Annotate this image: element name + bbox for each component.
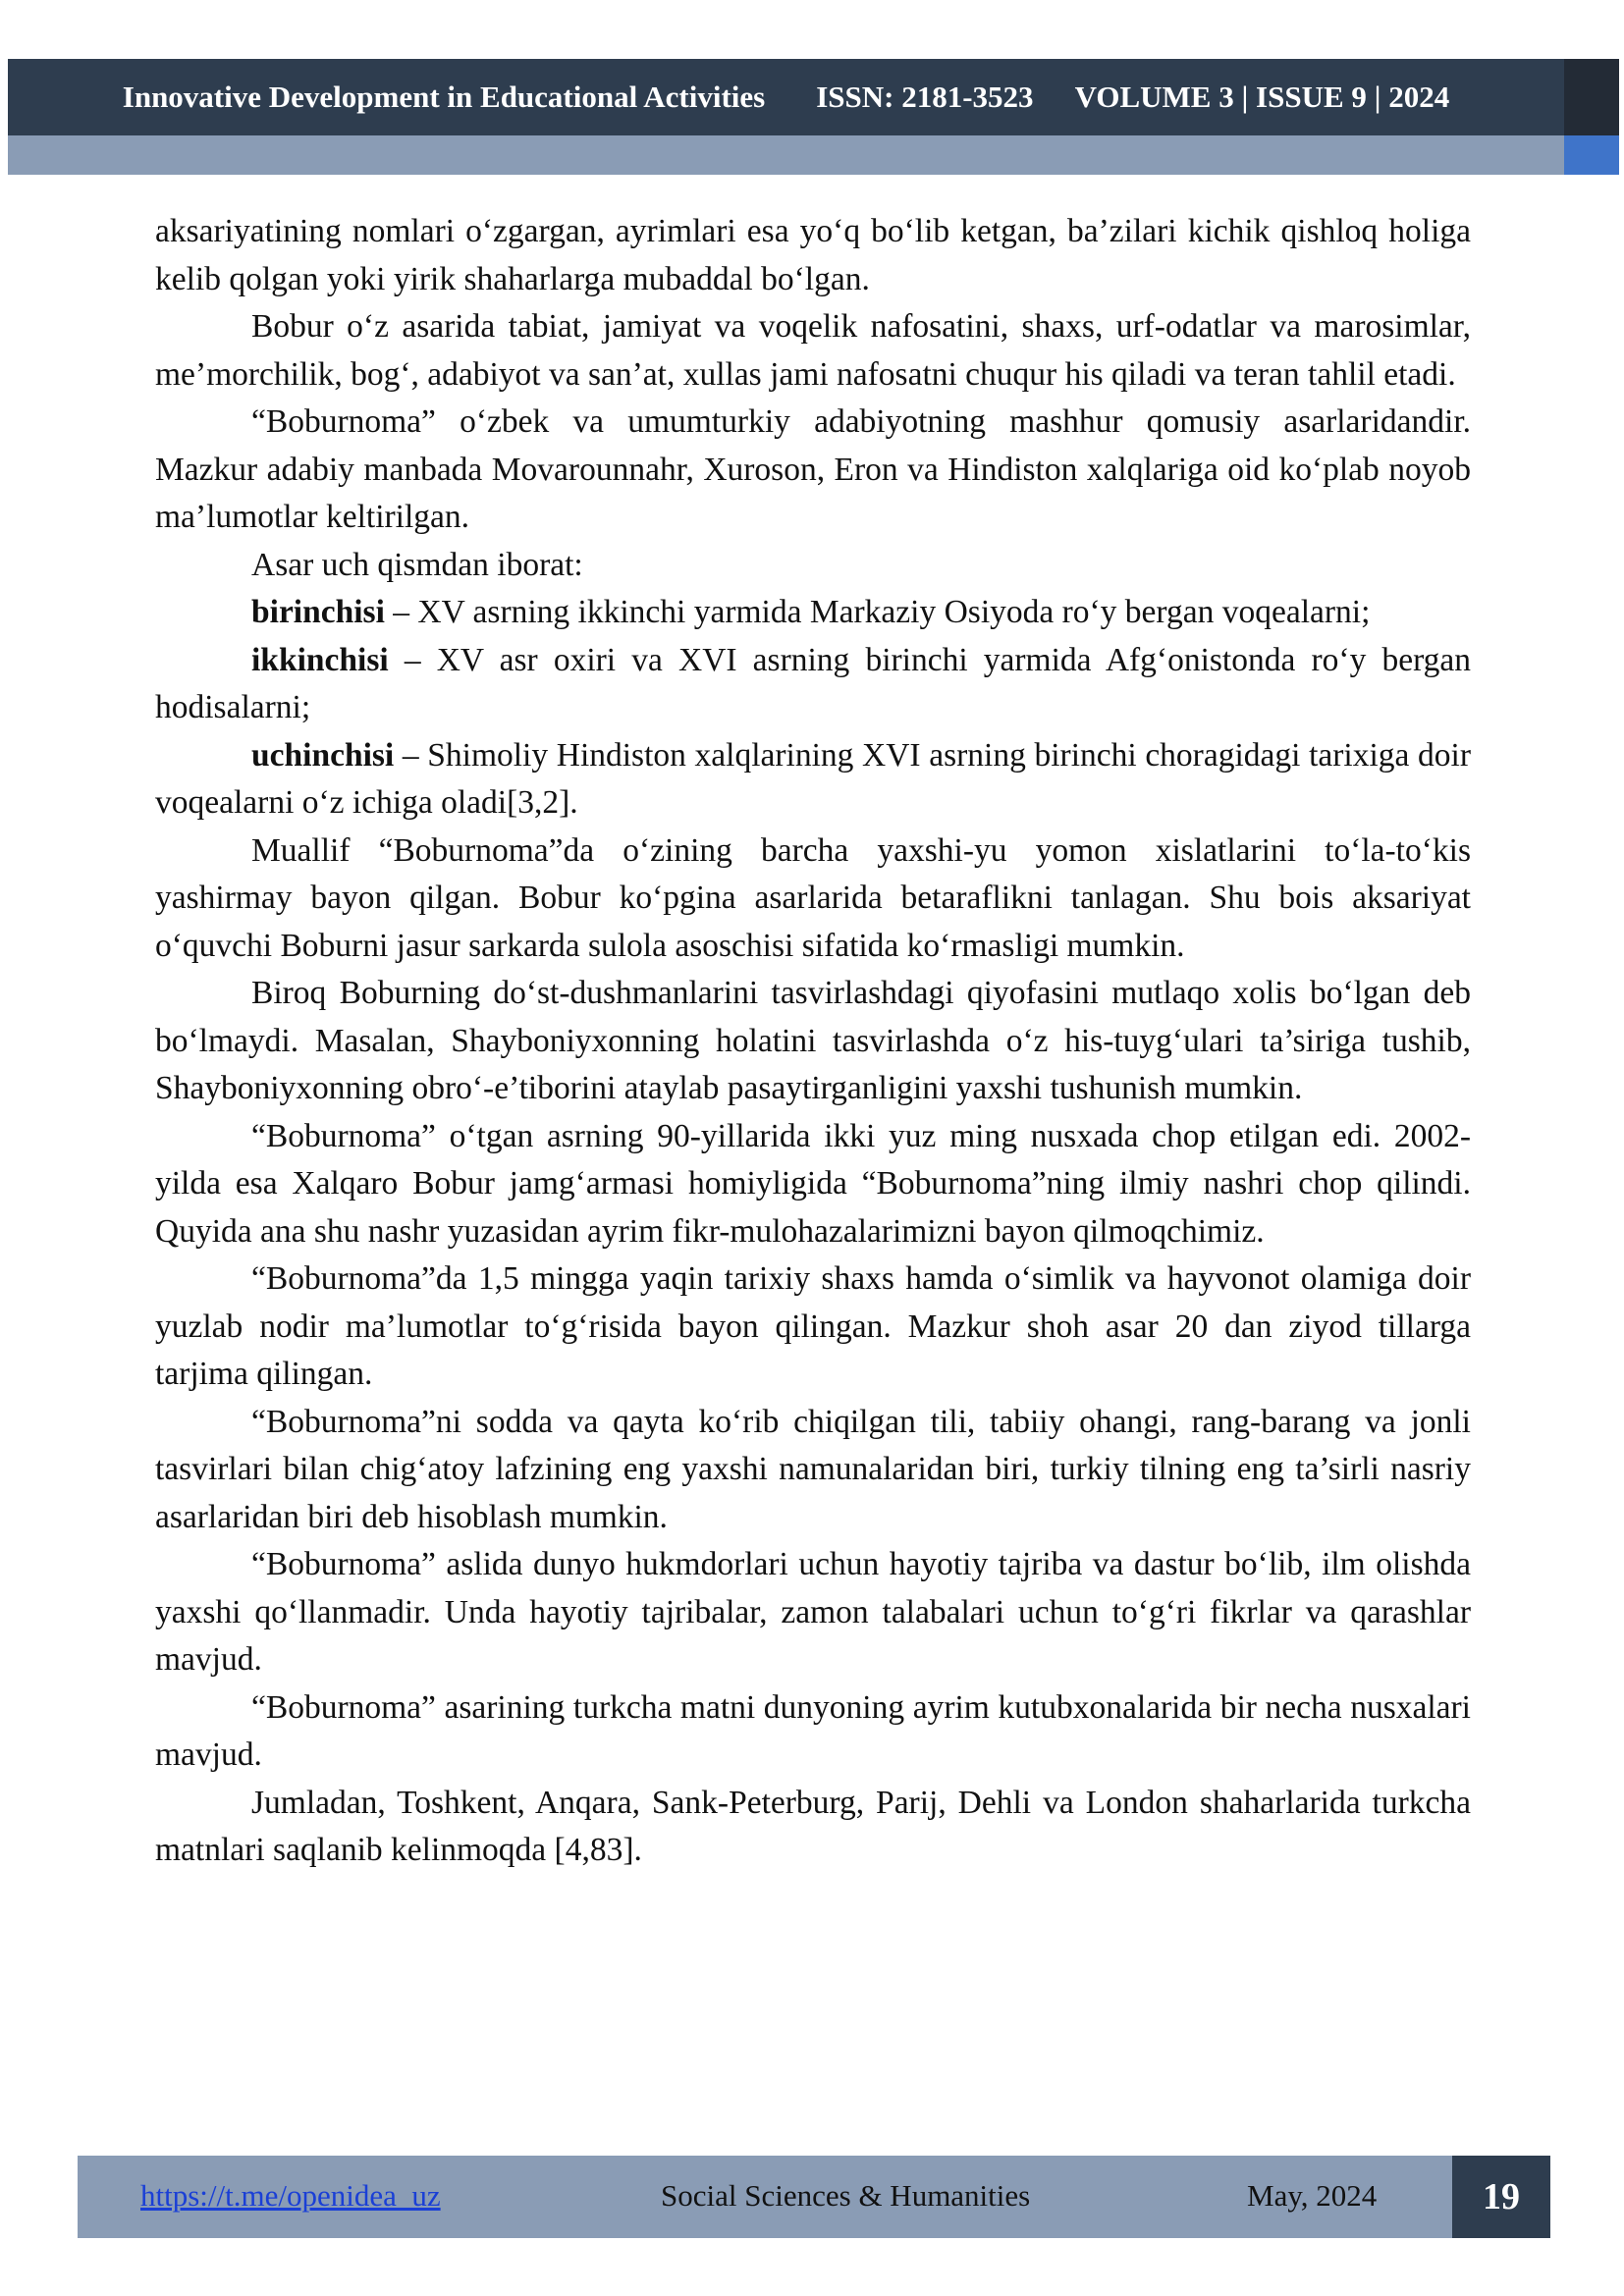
paragraph: “Boburnoma”ni sodda va qayta ko‘rib chiqilgan tili, tabiiy ohangi, rang-barang va jonli tasvirlari bilan chig‘atoy lafzining eng yaxshi namunalaridan biri, turkiy tilning eng ta’sirli nasriy asarlaridan biri deb hisoblash mumkin. — [155, 1403, 1471, 1535]
footer-date: May, 2024 — [1247, 2178, 1378, 2213]
paragraph: “Boburnoma” o‘tgan asrning 90-yillarida ikki yuz ming nusxada chop etilgan edi. 2002-yilda esa Xalqaro Bobur jamg‘armasi homiyligida “Boburnoma”ning ilmiy nashri chop qilindi. Quyida ana shu nashr yuzasidan ayrim fikr-mulohazalarimizni bayon qilmoqchimiz. — [155, 1117, 1471, 1250]
paragraph: “Boburnoma”da 1,5 mingga yaqin tarixiy shaxs hamda o‘simlik va hayvonot olamiga doir yuzlab nodir ma’lumotlar to‘g‘risida bayon qilingan. Mazkur shoh asar 20 dan ziyod tillarga tarjima qilingan. — [155, 1260, 1471, 1392]
article-body — [155, 208, 1471, 1875]
list-item-first-part — [155, 589, 1471, 637]
journal-title: Innovative Development in Educational Activities — [122, 80, 766, 114]
term-description: – Shimoliy Hindiston xalqlarining XVI asrning birinchi choragidagi tarixiga doir voqealarni o‘z ichiga oladi[3,2]. — [155, 736, 1471, 821]
volume-issue-label: VOLUME 3 | ISSUE 9 | 2024 — [1074, 80, 1450, 114]
paragraph: aksariyatining nomlari o‘zgargan, ayrimlari esa yo‘q bo‘lib ketgan, ba’zilari kichik qishloq holiga kelib qolgan yoki yirik shaharlarga mubaddal bo‘lgan. — [155, 213, 1471, 297]
paragraph: Biroq Boburning do‘st-dushmanlarini tasvirlashdagi qiyofasini mutlaqo xolis bo‘lgan deb bo‘lmaydi. Masalan, Shayboniyxonning holatini tasvirlashda o‘z his-tuyg‘ulari ta’siriga tushib, Shayboniyxonning obro‘-e’tiborini ataylab pasaytirganligini yaxshi tushunish mumkin. — [155, 975, 1471, 1106]
term-description: – XV asr oxiri va XVI asrning birinchi yarmida Afg‘onistonda ro‘y bergan hodisalarni; — [155, 641, 1471, 725]
paragraph: Bobur o‘z asarida tabiat, jamiyat va voqelik nafosatini, shaxs, urf-odatlar va marosimlar, me’morchilik, bog‘, adabiyot va san’at, xullas jami nafosatni chuqur his qiladi va teran tahlil etadi. — [155, 308, 1471, 393]
list-item-second-part — [155, 637, 1471, 732]
page-number: 19 — [1452, 2156, 1550, 2238]
term-bold: ikkinchisi — [251, 641, 389, 678]
list-item-third-part — [155, 732, 1471, 828]
issn-label: ISSN: 2181-3523 — [816, 80, 1034, 114]
term-bold: birinchisi — [251, 594, 385, 630]
paragraph: “Boburnoma” aslida dunyo hukmdorlari uchun hayotiy tajriba va dastur bo‘lib, ilm olishda yaxshi qo‘llanmadir. Unda hayotiy tajribalar, zamon talabalari uchun to‘g‘ri fikrlar va qarashlar mavjud. — [155, 1546, 1471, 1678]
term-description: – XV asrning ikkinchi yarmida Markaziy Osiyoda ro‘y bergan voqealarni; — [384, 594, 1371, 630]
paragraph: Jumladan, Toshkent, Anqara, Sank-Peterburg, Parij, Dehli va London shaharlarida turkcha matnlari saqlanib kelinmoqda [4,83]. — [155, 1784, 1471, 1868]
paragraph: Asar uch qismdan iborat: — [251, 546, 583, 583]
header-accent-block — [1564, 135, 1619, 175]
header-title-row — [8, 59, 1564, 135]
footer-section-label: Social Sciences & Humanities — [661, 2178, 1031, 2213]
paragraph: “Boburnoma” asarining turkcha matni dunyoning ayrim kutubxonalarida bir necha nusxalari mavjud. — [155, 1688, 1471, 1773]
term-bold: uchinchisi — [251, 736, 395, 774]
telegram-link[interactable]: https://t.me/openidea_uz — [140, 2178, 441, 2213]
header-subbar — [8, 135, 1564, 175]
paragraph: Muallif “Boburnoma”da o‘zining barcha yaxshi-yu yomon xislatlarini to‘la-to‘kis yashirmay bayon qilgan. Bobur ko‘pgina asarlarida betaraflikni tanlagan. Shu bois aksariyat o‘quvchi Boburni jasur sarkarda sulola asoschisi sifatida ko‘rmasligi mumkin. — [155, 831, 1471, 964]
paragraph: “Boburnoma” o‘zbek va umumturkiy adabiyotning mashhur qomusiy asarlaridandir. Mazkur adabiy manbada Movarounnahr, Xuroson, Eron va Hindiston xalqlariga oid ko‘plab noyob ma’lumotlar keltirilgan. — [155, 403, 1471, 535]
header-corner-block — [1564, 59, 1619, 135]
